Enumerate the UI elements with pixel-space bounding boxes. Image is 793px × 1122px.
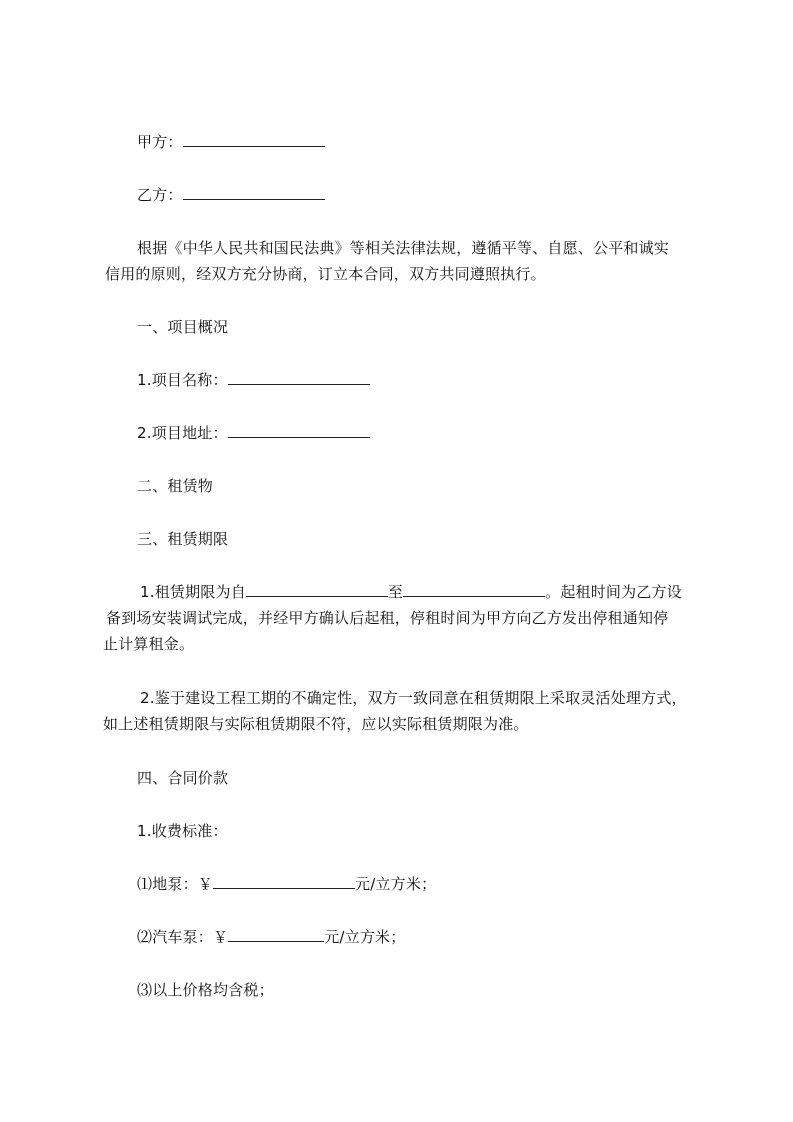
intro-line-2: 信用的原则，经双方充分协商，订立本合同，双方共同遵照执行。 [105,265,546,283]
party-b-line [137,185,325,205]
lease-term-clause-1-line-1 [140,582,682,602]
fee-tax-note: ⑶以上价格均含税； [137,981,274,999]
fee-ground-pump-suffix: 元/立方米； [355,875,437,893]
project-address-blank [228,423,370,438]
party-a-line [137,132,325,152]
section-1-title: 一、项目概况 [137,318,229,336]
project-address-line [137,423,370,443]
lease-term-clause-1-line-3: 止计算租金。 [103,635,195,653]
party-b-label: 乙方： [137,186,183,204]
project-address-label: 2.项目地址： [137,424,228,442]
lease-start-blank [246,582,388,597]
fee-truck-pump-suffix: 元/立方米； [324,928,406,946]
fee-truck-pump-blank [228,927,324,942]
fee-truck-pump-line [137,927,405,947]
project-name-label: 1.项目名称： [137,371,228,389]
lease-term-clause-2-line-1: 2.鉴于建设工程工期的不确定性，双方一致同意在租赁期限上采取灵活处理方式， [140,689,687,707]
lease-term-clause-2-line-2: 如上述租赁期限与实际租赁期限不符，应以实际租赁期限为准。 [103,715,529,733]
intro-line-1: 根据《中华人民共和国民法典》等相关法律法规，遵循平等、自愿、公平和诚实 [137,239,670,257]
party-a-blank [183,132,325,147]
lease-term-middle: 至 [387,583,404,601]
fee-ground-pump-line [137,874,436,894]
fee-standard-title: 1.收费标准： [137,822,228,840]
party-b-blank [183,185,325,200]
project-name-blank [228,370,370,385]
section-2-title: 二、租赁物 [137,477,214,495]
fee-truck-pump-prefix: ⑵汽车泵：￥ [137,928,229,946]
section-4-title: 四、合同价款 [137,769,229,787]
party-a-label: 甲方： [137,133,183,151]
lease-term-clause-1-line-2: 备到场安装调试完成，并经甲方确认后起租，停租时间为甲方向乙方发出停租通知停 [106,609,669,627]
lease-term-suffix: 。起租时间为乙方设 [545,583,682,601]
section-3-title: 三、租赁期限 [137,530,229,548]
project-name-line [137,370,370,390]
lease-end-blank [403,582,545,597]
fee-ground-pump-prefix: ⑴地泵：￥ [137,875,214,893]
lease-term-prefix: 1.租赁期限为自 [140,583,246,601]
fee-ground-pump-blank [213,874,355,889]
